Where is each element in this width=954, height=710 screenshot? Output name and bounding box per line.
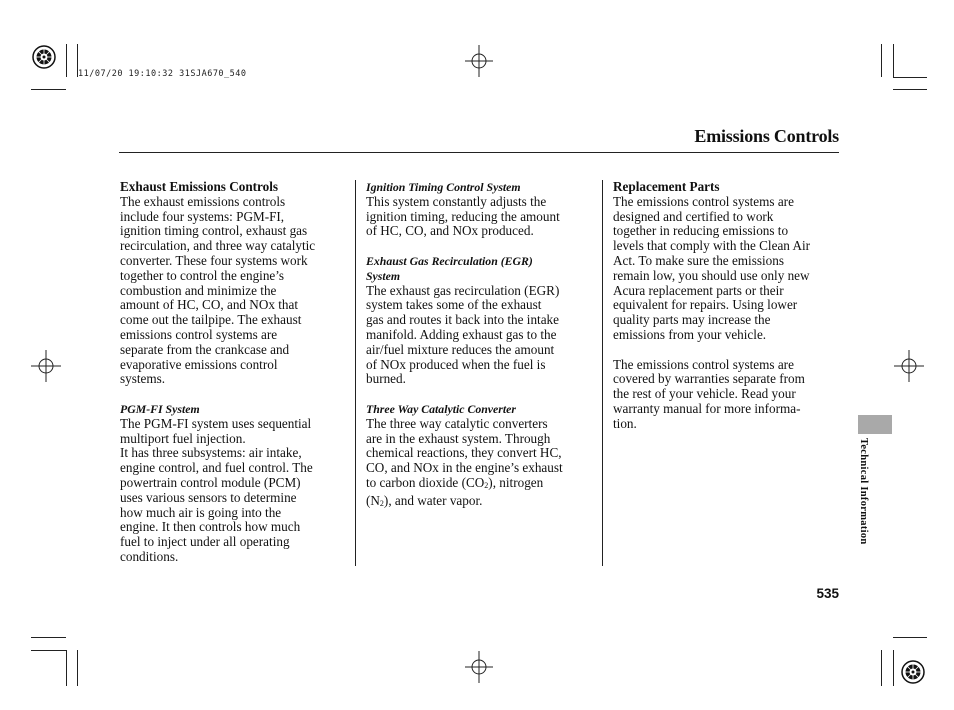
section-tab-marker	[858, 415, 892, 434]
body-line: tion.	[613, 415, 637, 431]
heading-egr: Exhaust Gas Recirculation (EGR)	[366, 253, 533, 268]
body-line: of HC, CO, and NOx produced.	[366, 223, 534, 239]
page-number: 535	[816, 586, 839, 601]
body-line: converter. These four systems work	[120, 252, 308, 268]
body-line: emissions control systems are	[120, 326, 278, 342]
body-line: are in the exhaust system. Through	[366, 430, 551, 446]
body-line: the rest of your vehicle. Read your	[613, 386, 796, 402]
body-line: designed and certified to work	[613, 208, 774, 224]
title-divider	[119, 152, 839, 153]
body-line: emissions from your vehicle.	[613, 326, 767, 342]
body-line: The emissions control systems are	[613, 193, 794, 209]
body-line: levels that comply with the Clean Air	[613, 238, 811, 254]
body-line: evaporative emissions control	[120, 356, 278, 372]
body-line: equivalent for repairs. Using lower	[613, 297, 798, 313]
body-line: conditions.	[120, 548, 179, 564]
body-line: warranty manual for more informa-	[613, 400, 801, 416]
body-line: include four systems: PGM-FI,	[120, 208, 285, 224]
body-line: fuel to inject under all operating	[120, 534, 290, 550]
crosshair-top-icon	[465, 45, 493, 77]
heading-pgm-fi-system: PGM-FI System	[120, 401, 200, 416]
page-title: Emissions Controls	[694, 126, 839, 146]
registration-target-bottom-right-icon	[902, 661, 924, 683]
body-line: uses various sensors to determine	[120, 489, 297, 505]
body-line: covered by warranties separate from	[613, 371, 805, 387]
body-line: separate from the crankcase and	[120, 341, 290, 357]
section-tab-label: Technical Information	[858, 438, 869, 545]
print-stamp: 11/07/20 19:10:32 31SJA670_540	[78, 69, 247, 79]
heading-ignition-timing: Ignition Timing Control System	[366, 180, 521, 194]
crosshair-right-icon	[894, 350, 924, 382]
body-line: Act. To make sure the emissions	[613, 252, 784, 268]
body-line: engine. It then controls how much	[120, 519, 301, 535]
body-line: to carbon dioxide $(CO_2)$, nitrogen	[366, 474, 544, 490]
body-line: together to control the engine’s	[120, 267, 285, 283]
crosshair-bottom-icon	[465, 651, 493, 683]
body-line: together in reducing emissions to	[613, 223, 789, 239]
body-line: quality parts may increase the	[613, 312, 771, 328]
body-line: CO, and NOx in the engine’s exhaust	[366, 460, 563, 476]
body-line: It has three subsystems: air intake,	[120, 445, 302, 461]
body-line: chemical reactions, they convert HC,	[366, 445, 562, 461]
body-line: This system constantly adjusts the	[366, 193, 547, 209]
registration-target-top-left-icon	[33, 46, 55, 68]
body-line: air/fuel mixture reduces the amount	[366, 341, 555, 357]
body-line: The exhaust emissions controls	[120, 193, 286, 209]
column-subsystems	[366, 180, 598, 512]
body-line: ignition timing, reducing the amount	[366, 208, 560, 224]
column-divider	[355, 180, 356, 566]
body-line: recirculation, and three way catalytic	[120, 238, 316, 254]
body-line: The PGM-FI system uses sequential	[120, 415, 312, 431]
heading-replacement-parts: Replacement Parts	[613, 179, 720, 194]
body-line: multiport fuel injection.	[120, 430, 246, 446]
column-divider	[602, 180, 603, 566]
body-line: come out the tailpipe. The exhaust	[120, 312, 302, 328]
body-line: powertrain control module (PCM)	[120, 474, 301, 490]
column-exhaust-emissions	[120, 180, 350, 565]
body-line: ignition timing control, exhaust gas	[120, 223, 308, 239]
body-line: combustion and minimize the	[120, 282, 277, 298]
body-line: The three way catalytic converters	[366, 415, 548, 431]
heading-exhaust-emissions-controls: Exhaust Emissions Controls	[120, 179, 279, 194]
body-line: engine control, and fuel control. The	[120, 460, 313, 476]
heading-egr-cont: System	[366, 268, 401, 283]
body-line: remain low, you should use only new	[613, 267, 810, 283]
body-line: The exhaust gas recirculation (EGR)	[366, 282, 560, 298]
body-line: of NOx produced when the fuel is	[366, 356, 546, 372]
body-line: systems.	[120, 371, 166, 387]
body-line: $(N_2)$, and water vapor.	[366, 492, 483, 508]
body-line: The emissions control systems are	[613, 356, 794, 372]
column-replacement-parts	[613, 180, 843, 432]
body-line: system takes some of the exhaust	[366, 297, 542, 313]
body-line: burned.	[366, 371, 406, 387]
body-line: gas and routes it back into the intake	[366, 312, 559, 328]
body-line: how much air is going into the	[120, 504, 282, 520]
body-line: manifold. Adding exhaust gas to the	[366, 326, 557, 342]
crosshair-left-icon	[31, 350, 61, 382]
heading-catalytic-converter: Three Way Catalytic Converter	[366, 401, 516, 416]
body-line: Acura replacement parts or their	[613, 282, 784, 298]
body-line: amount of HC, CO, and NOx that	[120, 297, 299, 313]
